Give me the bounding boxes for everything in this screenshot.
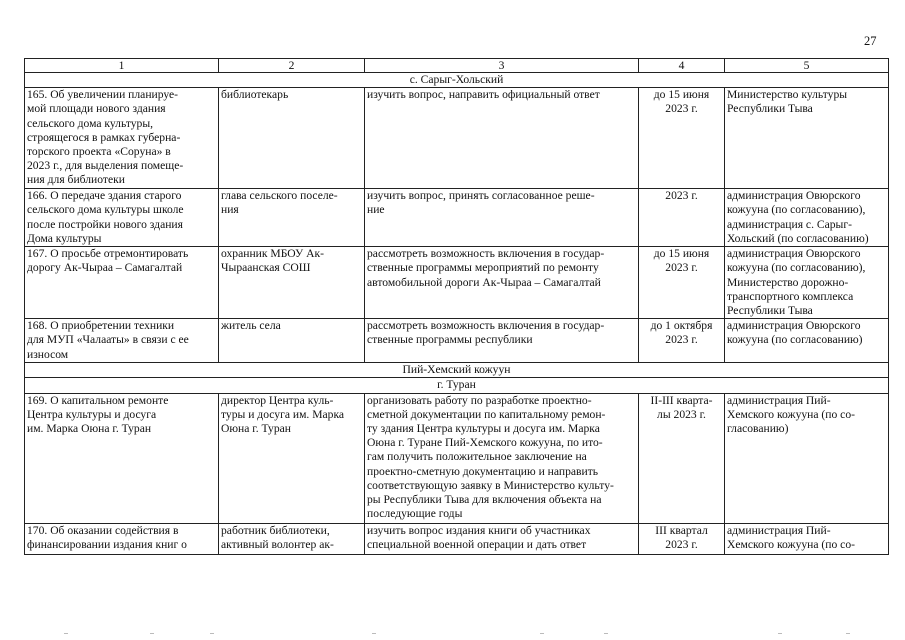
cell-text-line: Министерство дорожно- (727, 275, 849, 289)
cell-text-line: ственные программы мероприятий по ремонту (367, 261, 599, 275)
issue-cell (25, 523, 219, 554)
initiator-cell (219, 247, 365, 319)
responsible-cell (725, 523, 889, 554)
header-row (25, 59, 889, 73)
cell-text-line: ния для библиотеки (27, 173, 125, 187)
cell-text-line: активный волонтер ак- (221, 537, 334, 551)
cell-text-line: Центра культуры и досуга (27, 407, 157, 421)
cell-text-line: сельского дома культуры школе (27, 203, 184, 217)
cell-text-line: лы 2023 г. (657, 407, 706, 421)
cell-text-line: глава сельского поселе- (221, 189, 338, 203)
proposals-table (24, 58, 889, 555)
issue-cell (25, 88, 219, 189)
column-header-2: 2 (219, 59, 365, 73)
responsible-cell (725, 319, 889, 363)
cell-text-line: 169. О капитальном ремонте (27, 393, 169, 407)
cell-text-line: охранник МБОУ Ак- (221, 247, 324, 261)
cell-text-line: 168. О приобретении техники (27, 319, 175, 333)
cell-text-line: администрация Овюрского (727, 247, 861, 261)
cell-text-line: транспортного комплекса (727, 289, 854, 303)
table-row (25, 189, 889, 247)
section-row (25, 363, 889, 378)
cell-text-line: изучить вопрос, принять согласованное реше- (367, 189, 595, 203)
deadline-cell (639, 189, 725, 247)
initiator-cell (219, 523, 365, 554)
section-row (25, 378, 889, 393)
initiator-cell (219, 393, 365, 523)
cell-text-line: II-III кварта- (650, 393, 713, 407)
cell-text-line: Оюна г. Туране Пий-Хемского кожууна, по ито- (367, 436, 603, 450)
cell-text-line: 2023 г. (665, 189, 698, 203)
column-header-1: 1 (25, 59, 219, 73)
cell-text-line: до 1 октября (650, 319, 713, 333)
cell-text-line: работник библиотеки, (221, 523, 330, 537)
cell-text-line: кожууна (по согласованию), (727, 203, 866, 217)
column-header-3: 3 (365, 59, 639, 73)
cell-text-line: соответствующую заявку в Министерство культу- (367, 478, 614, 492)
cell-text-line: 166. О передаче здания старого (27, 189, 182, 203)
section-heading: с. Сарыг-Хольский (25, 73, 889, 88)
cell-text-line: директор Центра куль- (221, 393, 334, 407)
table-row (25, 523, 889, 554)
cell-text-line: Хемского кожууна (по со- (727, 537, 855, 551)
cell-text-line: житель села (221, 319, 281, 333)
table-row (25, 247, 889, 319)
cell-text-line: рассмотреть возможность включения в государ- (367, 319, 605, 333)
cell-text-line: износом (27, 347, 69, 361)
issue-cell (25, 319, 219, 363)
responsible-cell (725, 88, 889, 189)
cell-text-line: изучить вопрос издания книги об участниках (367, 523, 591, 537)
action-cell (365, 523, 639, 554)
cell-text-line: до 15 июня (653, 88, 710, 102)
cell-text-line: администрация Пий- (727, 523, 831, 537)
issue-cell (25, 189, 219, 247)
cell-text-line: администрация с. Сарыг- (727, 217, 852, 231)
cell-text-line: специальной военной операции и дать ответ (367, 537, 587, 551)
cell-text-line: 170. Об оказании содействия в (27, 523, 179, 537)
deadline-cell (639, 523, 725, 554)
cell-text-line: сельского дома культуры, (27, 116, 154, 130)
cell-text-line: 167. О просьбе отремонтировать (27, 247, 189, 261)
initiator-cell (219, 189, 365, 247)
cell-text-line: организовать работу по разработке проектно- (367, 393, 592, 407)
cell-text-line: 2023 г. (665, 261, 698, 275)
table-row (25, 393, 889, 523)
action-cell (365, 88, 639, 189)
cell-text-line: Чыраанская СОШ (221, 261, 311, 275)
cell-text-line: кожууна (по согласованию), (727, 261, 866, 275)
table-row (25, 319, 889, 363)
cell-text-line: 2023 г. (665, 333, 698, 347)
cell-text-line: проектно-сметную документацию и направить (367, 464, 599, 478)
cell-text-line: гласованию) (727, 422, 789, 436)
initiator-cell (219, 88, 365, 189)
cell-text-line: финансировании издания книг о (27, 537, 187, 551)
cell-text-line: администрация Овюрского (727, 319, 861, 333)
cell-text-line: библиотекарь (221, 88, 289, 102)
cell-text-line: Хемского кожууна (по со- (727, 407, 855, 421)
column-header-4: 4 (639, 59, 725, 73)
page-number: 27 (864, 34, 877, 48)
responsible-cell (725, 189, 889, 247)
cell-text-line: Дома культуры (27, 231, 102, 245)
cell-text-line: строящегося в рамках губерна- (27, 130, 181, 144)
cell-text-line: III квартал (655, 523, 708, 537)
cell-text-line: автомобильной дороги Ак-Чыраа – Самагалтай (367, 275, 601, 289)
cell-text-line: администрация Овюрского (727, 189, 861, 203)
section-row (25, 73, 889, 88)
cell-text-line: сметной документации по капитальному ремон- (367, 407, 606, 421)
cell-text-line: ние (367, 203, 385, 217)
cell-text-line: для МУП «Чалааты» в связи с ее (27, 333, 189, 347)
cell-text-line: ственные программы республики (367, 333, 533, 347)
cell-text-line: Министерство культуры (727, 88, 848, 102)
cell-text-line: последующие годы (367, 507, 463, 521)
issue-cell (25, 247, 219, 319)
action-cell (365, 189, 639, 247)
cell-text-line: до 15 июня (653, 247, 710, 261)
deadline-cell (639, 319, 725, 363)
cell-text-line: Хольский (по согласованию) (727, 231, 869, 245)
deadline-cell (639, 393, 725, 523)
action-cell (365, 247, 639, 319)
cell-text-line: 165. Об увеличении планируе- (27, 88, 179, 102)
cell-text-line: Республики Тыва (727, 102, 813, 116)
cell-text-line: гам получить положительное заключение на (367, 450, 587, 464)
column-header-5: 5 (725, 59, 889, 73)
cell-text-line: 2023 г. (665, 537, 698, 551)
deadline-cell (639, 88, 725, 189)
responsible-cell (725, 247, 889, 319)
cell-text-line: 2023 г., для выделения помеще- (27, 159, 184, 173)
cell-text-line: кожууна (по согласованию) (727, 333, 863, 347)
section-heading: Пий-Хемский кожуун (25, 363, 889, 378)
cell-text-line: Оюна г. Туран (221, 422, 291, 436)
cell-text-line: администрация Пий- (727, 393, 831, 407)
cell-text-line: дорогу Ак-Чыраа – Самагалтай (27, 261, 183, 275)
table-row (25, 88, 889, 189)
cell-text-line: 2023 г. (665, 102, 698, 116)
cell-text-line: рассмотреть возможность включения в государ- (367, 247, 605, 261)
cell-text-line: изучить вопрос, направить официальный ответ (367, 88, 600, 102)
initiator-cell (219, 319, 365, 363)
cell-text-line: туры и досуга им. Марка (221, 407, 345, 421)
action-cell (365, 393, 639, 523)
cell-text-line: ту здания Центра культуры и досуга им. Марка (367, 422, 600, 436)
issue-cell (25, 393, 219, 523)
cell-text-line: им. Марка Оюна г. Туран (27, 422, 152, 436)
deadline-cell (639, 247, 725, 319)
cell-text-line: мой площади нового здания (27, 102, 166, 116)
responsible-cell (725, 393, 889, 523)
cell-text-line: после постройки нового здания (27, 217, 183, 231)
cell-text-line: ры Республики Тыва для включения объекта на (367, 493, 602, 507)
cell-text-line: Республики Тыва (727, 304, 813, 318)
cell-text-line: торского проекта «Соруна» в (27, 145, 171, 159)
action-cell (365, 319, 639, 363)
next-page-bleed (0, 627, 905, 640)
cell-text-line: ния (221, 203, 239, 217)
section-heading: г. Туран (25, 378, 889, 393)
